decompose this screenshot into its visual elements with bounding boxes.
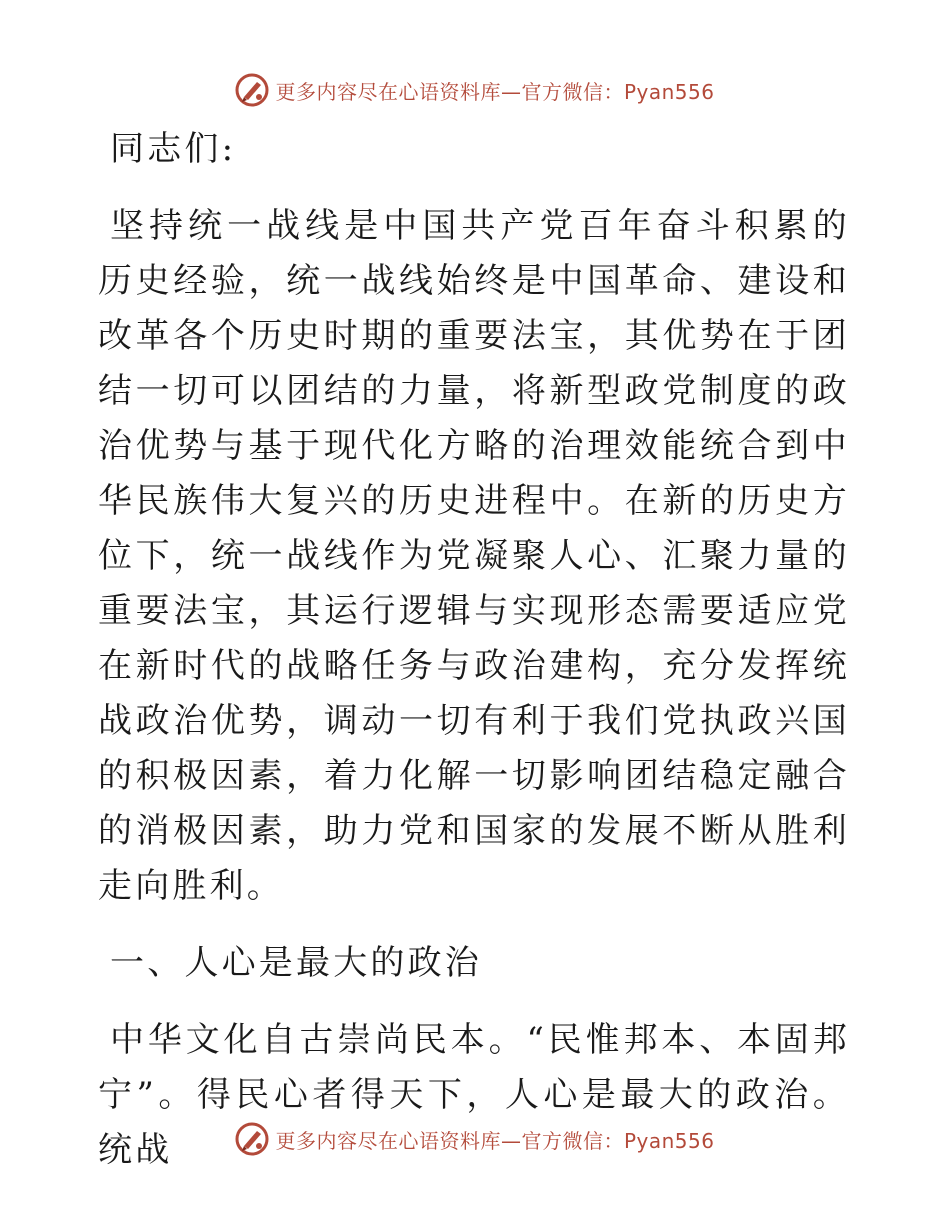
watermark-banner-top — [0, 70, 950, 110]
greeting: 同志们: — [110, 129, 237, 169]
paragraph-2: 中华文化自古崇尚民本。“民惟邦本、本固邦宁”。得民心者得天下，人心是最大的政治。统战 — [98, 1020, 850, 1170]
document-body — [98, 122, 850, 1178]
section-heading-1: 一、人心是最大的政治 — [110, 943, 482, 983]
paragraph-1: 坚持统一战线是中国共产党百年奋斗积累的历史经验，统一战线始终是中国革命、建设和改革各个历史时期的重要法宝，其优势在于团结一切可以团结的力量，将新型政党制度的政治优势与基于现代化方略的治理效能统合到中华民族伟大复兴的历史进程中。在新的历史方位下，统一战线作为党凝聚人心、汇聚力量的重要法宝，其运行逻辑与实现形态需要适应党在新时代的战略任务与政治建构，充分发挥统战政治优势，调动一切有利于我们党执政兴国的积极因素，着力化解一切影响团结稳定融合的消极因素，助力党和国家的发展不断从胜利走向胜利。 — [98, 206, 850, 906]
pen-logo-icon — [235, 73, 269, 107]
watermark-text-bottom: 更多内容尽在心语资料库—官方微信：Pyan556 — [275, 1128, 715, 1153]
watermark-text-top: 更多内容尽在心语资料库—官方微信：Pyan556 — [275, 79, 715, 104]
pen-logo-icon — [235, 1122, 269, 1156]
watermark-banner-bottom — [0, 1119, 950, 1159]
